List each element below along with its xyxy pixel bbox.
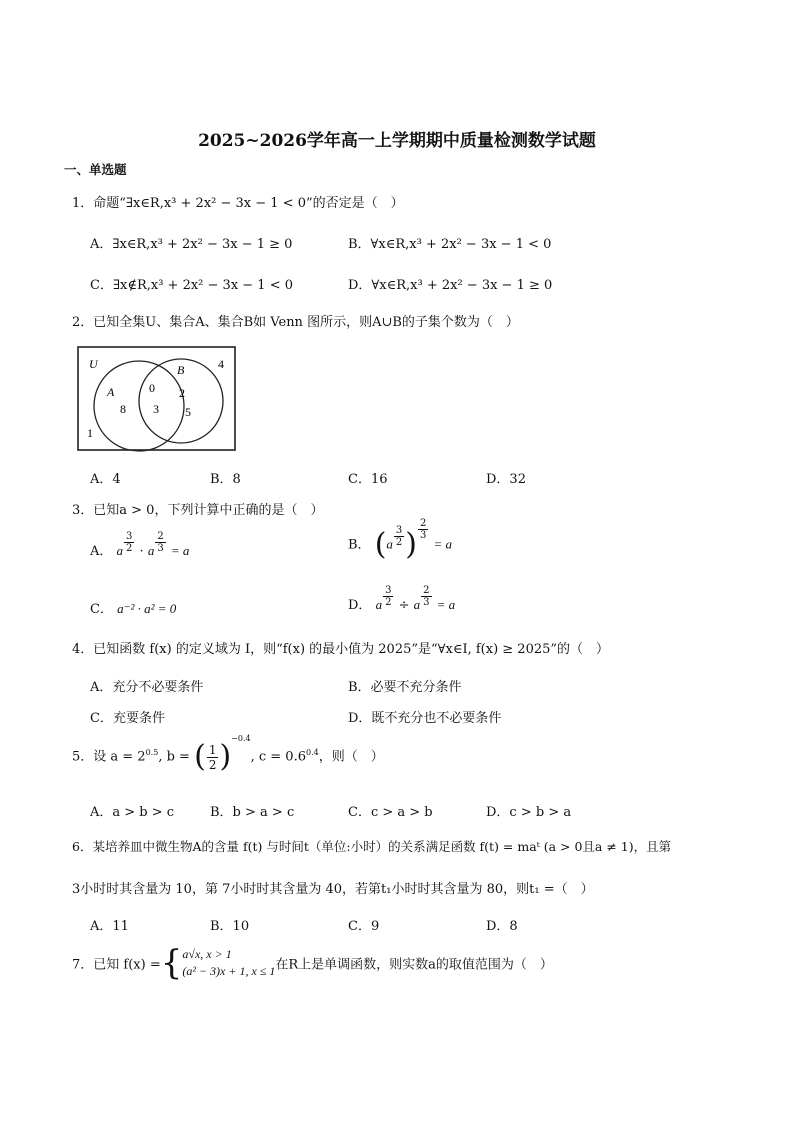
venn-number-2: 2 xyxy=(179,386,185,400)
q5-exp3: 0.4 xyxy=(306,748,319,758)
option-b-label: B． xyxy=(348,537,371,553)
question-2-option-b: B．8 xyxy=(210,472,241,487)
q5-post: ，则（ ） xyxy=(318,749,384,765)
q7-case-1: a√x, x > 1 xyxy=(182,947,232,961)
question-4-stem: 4．已知函数 f(x) 的定义域为 I，则“f(x) 的最小值为 2025”是“∀x∈I, f(x) ≥ 2025”的（ ） xyxy=(72,642,610,657)
question-7-stem: 7．已知 f(x) ={ a√x, x > 1 (a² − 3)x + 1, x ≤ 1 在R上是单调函数，则实数a的取值范围为（ ） xyxy=(72,943,553,983)
equals-a: = a xyxy=(170,543,190,558)
option-c-label: C． xyxy=(90,602,113,617)
venn-label-b: B xyxy=(177,363,185,377)
q7-pre: 7．已知 f(x) = xyxy=(72,957,161,973)
q5-pre: 5．设 a = 2 xyxy=(72,749,146,765)
exponent-3-2: $\frac{3}{2}$ xyxy=(385,585,392,608)
question-2-stem: 2．已知全集U、集合A、集合B如 Venn 图所示，则A∪B的子集个数为（ ） xyxy=(72,315,519,330)
question-2-option-a: A．4 xyxy=(90,472,121,487)
page-title: 2025~2026学年高一上学期期中质量检测数学试题 xyxy=(198,131,596,151)
question-3-option-c xyxy=(90,598,176,617)
equals-a: = a xyxy=(436,597,456,612)
equals-a: = a xyxy=(433,536,453,552)
question-6-option-b: B．10 xyxy=(210,919,250,934)
question-5-option-b: B．b > a > c xyxy=(210,805,295,820)
question-4-option-a: A．充分不必要条件 xyxy=(90,680,204,695)
base-a: a xyxy=(413,597,421,612)
question-1-stem: 1．命题“∃x∈R,x³ + 2x² − 3x − 1 < 0”的否定是（ ） xyxy=(72,196,404,211)
question-1-option-d: D．∀x∈R,x³ + 2x² − 3x − 1 ≥ 0 xyxy=(348,278,553,293)
option-c-expression: a⁻² · a² = 0 xyxy=(117,601,177,616)
q5-exp2: −0.4 xyxy=(231,734,251,744)
option-a-label: A． xyxy=(90,544,113,559)
exponent-2-3: $\frac{2}{3}$ xyxy=(423,585,430,608)
exponent-3-2: $\frac{3}{2}$ xyxy=(126,531,133,554)
question-5-option-a: A．a > b > c xyxy=(90,805,175,820)
question-3-stem: 3．已知a > 0，下列计算中正确的是（ ） xyxy=(72,503,324,518)
venn-number-1: 1 xyxy=(87,426,93,440)
venn-label-a: A xyxy=(107,385,115,399)
venn-label-u: U xyxy=(89,357,98,371)
venn-number-4: 4 xyxy=(218,357,224,371)
question-6-stem-line-2: 3小时时其含量为 10，第 7小时时其含量为 40，若第t₁小时时其含量为 80，则t₁ =（ ） xyxy=(72,882,594,897)
base-a: a xyxy=(147,543,155,558)
exponent-3-2: $\frac{3}{2}$ xyxy=(395,524,403,548)
venn-number-3: 3 xyxy=(153,402,159,416)
venn-number-8: 8 xyxy=(120,402,126,416)
q5-mid: , b = xyxy=(158,749,190,765)
question-6-option-a: A．11 xyxy=(90,919,129,934)
q7-piecewise xyxy=(182,946,275,980)
question-3-option-a: A． a $\frac{3}{2}$ · a $\frac{2}{3}$ = a xyxy=(90,531,190,559)
question-3-option-d: D． a $\frac{3}{2}$ ÷ a $\frac{2}{3}$ = a xyxy=(348,585,456,613)
exponent-2-3: $\frac{2}{3}$ xyxy=(157,531,164,554)
question-5-option-d: D．c > b > a xyxy=(486,805,572,820)
question-2-option-c: C．16 xyxy=(348,472,388,487)
question-4-option-c: C．充要条件 xyxy=(90,711,165,726)
q7-post: 在R上是单调函数，则实数a的取值范围为（ ） xyxy=(275,957,553,973)
question-6-option-d: D．8 xyxy=(486,919,518,934)
question-6-stem-line-1: 6．某培养皿中微生物A的含量 f(t) 与时间t（单位:小时）的关系满足函数 f(t) = maᵗ (a > 0且a ≠ 1)，且第 xyxy=(72,839,672,854)
q5-fraction: $\frac{1}{2}$ xyxy=(208,742,217,772)
base-a: a xyxy=(375,597,383,612)
question-5-stem: 5．设 $a = 2^{0.5}$, b = ( $\frac{1}{2}$ )$^{-0.4}$, $c = 0.6^{0.4}$，则（ ） xyxy=(72,734,384,774)
option-d-label: D． xyxy=(348,598,372,613)
question-4-option-b: B．必要不充分条件 xyxy=(348,680,462,695)
question-4-option-d: D．既不充分也不必要条件 xyxy=(348,711,502,726)
base-a: a xyxy=(116,543,124,558)
q5-mid2: , c = 0.6 xyxy=(250,749,306,765)
question-3-option-b: B． (a $\frac{3}{2}$ ) $\frac{2}{3}$ = a xyxy=(348,517,453,562)
question-6-option-c: C．9 xyxy=(348,919,380,934)
question-1-option-a: A．∃x∈R,x³ + 2x² − 3x − 1 ≥ 0 xyxy=(90,237,293,252)
venn-diagram xyxy=(77,346,237,452)
question-2-option-d: D．32 xyxy=(486,472,526,487)
venn-number-0: 0 xyxy=(149,381,155,395)
outer-exponent-2-3: $\frac{2}{3}$ xyxy=(420,517,427,541)
question-5-option-c: C．c > a > b xyxy=(348,805,433,820)
section-heading: 一、单选题 xyxy=(64,162,127,177)
question-1-option-b: B．∀x∈R,x³ + 2x² − 3x − 1 < 0 xyxy=(348,237,552,252)
base-a: a xyxy=(386,536,393,552)
q7-case-2: (a² − 3)x + 1, x ≤ 1 xyxy=(182,964,276,978)
venn-number-5: 5 xyxy=(185,405,191,419)
q5-exp1: 0.5 xyxy=(145,748,159,758)
question-1-option-c: C．∃x∉R,x³ + 2x² − 3x − 1 < 0 xyxy=(90,278,294,293)
